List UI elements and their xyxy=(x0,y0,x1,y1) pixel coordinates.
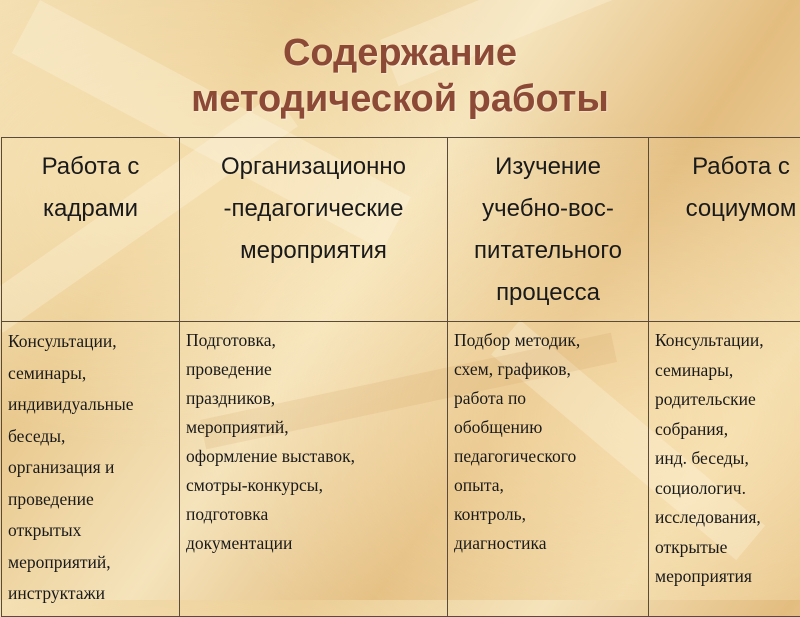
cell-line: опыта, xyxy=(454,471,642,500)
header-text: питательного xyxy=(454,230,642,272)
table-header-row xyxy=(2,138,800,322)
cell-line: работа по xyxy=(454,384,642,413)
body-cell-society xyxy=(649,322,800,617)
cell-line: педагогического xyxy=(454,442,642,471)
cell-line: открытых xyxy=(8,515,173,547)
cell-line: организация и xyxy=(8,452,173,484)
header-text: социумом xyxy=(655,188,800,230)
cell-line: исследования, xyxy=(655,503,800,533)
body-cell-organizational xyxy=(180,322,448,617)
cell-line: схем, графиков, xyxy=(454,355,642,384)
header-text: учебно-вос- xyxy=(454,188,642,230)
cell-line: инструктажи xyxy=(8,578,173,610)
cell-line: открытые xyxy=(655,533,800,563)
cell-line: мероприятий, xyxy=(8,547,173,579)
cell-line: инд. беседы, xyxy=(655,444,800,474)
body-cell-study xyxy=(448,322,649,617)
cell-line: семинары, xyxy=(8,358,173,390)
cell-line: оформление выставок, xyxy=(186,442,441,471)
header-cell-staff xyxy=(2,138,180,322)
header-text: кадрами xyxy=(8,188,173,230)
cell-line: индивидуальные xyxy=(8,389,173,421)
cell-line: подготовка xyxy=(186,500,441,529)
header-text: Изучение xyxy=(454,146,642,188)
cell-line: родительские xyxy=(655,385,800,415)
cell-line: смотры-конкурсы, xyxy=(186,471,441,500)
cell-line: семинары, xyxy=(655,356,800,386)
cell-line: документации xyxy=(186,529,441,558)
page-title-line-1: Содержание xyxy=(0,30,800,76)
cell-line: Консультации, xyxy=(8,326,173,358)
cell-line: контроль, xyxy=(454,500,642,529)
header-text: процесса xyxy=(454,272,642,314)
cell-line: проведение xyxy=(186,355,441,384)
page-title xyxy=(0,30,800,122)
table-row xyxy=(2,322,800,617)
cell-line: мероприятия xyxy=(655,562,800,592)
cell-line: праздников, xyxy=(186,384,441,413)
cell-line: собрания, xyxy=(655,415,800,445)
header-cell-organizational xyxy=(180,138,448,322)
cell-line: обобщению xyxy=(454,413,642,442)
page-title-line-2: методической работы xyxy=(0,76,800,122)
header-text: Организационно xyxy=(186,146,441,188)
cell-line: Подготовка, xyxy=(186,326,441,355)
header-text: -педагогические xyxy=(186,188,441,230)
cell-line: беседы, xyxy=(8,421,173,453)
cell-line: диагностика xyxy=(454,529,642,558)
cell-line: Консультации, xyxy=(655,326,800,356)
cell-line: мероприятий, xyxy=(186,413,441,442)
body-cell-staff xyxy=(2,322,180,617)
content-table xyxy=(1,137,800,617)
header-cell-society xyxy=(649,138,800,322)
cell-line: Подбор методик, xyxy=(454,326,642,355)
header-text: Работа с xyxy=(655,146,800,188)
header-text: Работа с xyxy=(8,146,173,188)
cell-line: социологич. xyxy=(655,474,800,504)
header-text: мероприятия xyxy=(186,230,441,272)
header-cell-study xyxy=(448,138,649,322)
cell-line: проведение xyxy=(8,484,173,516)
